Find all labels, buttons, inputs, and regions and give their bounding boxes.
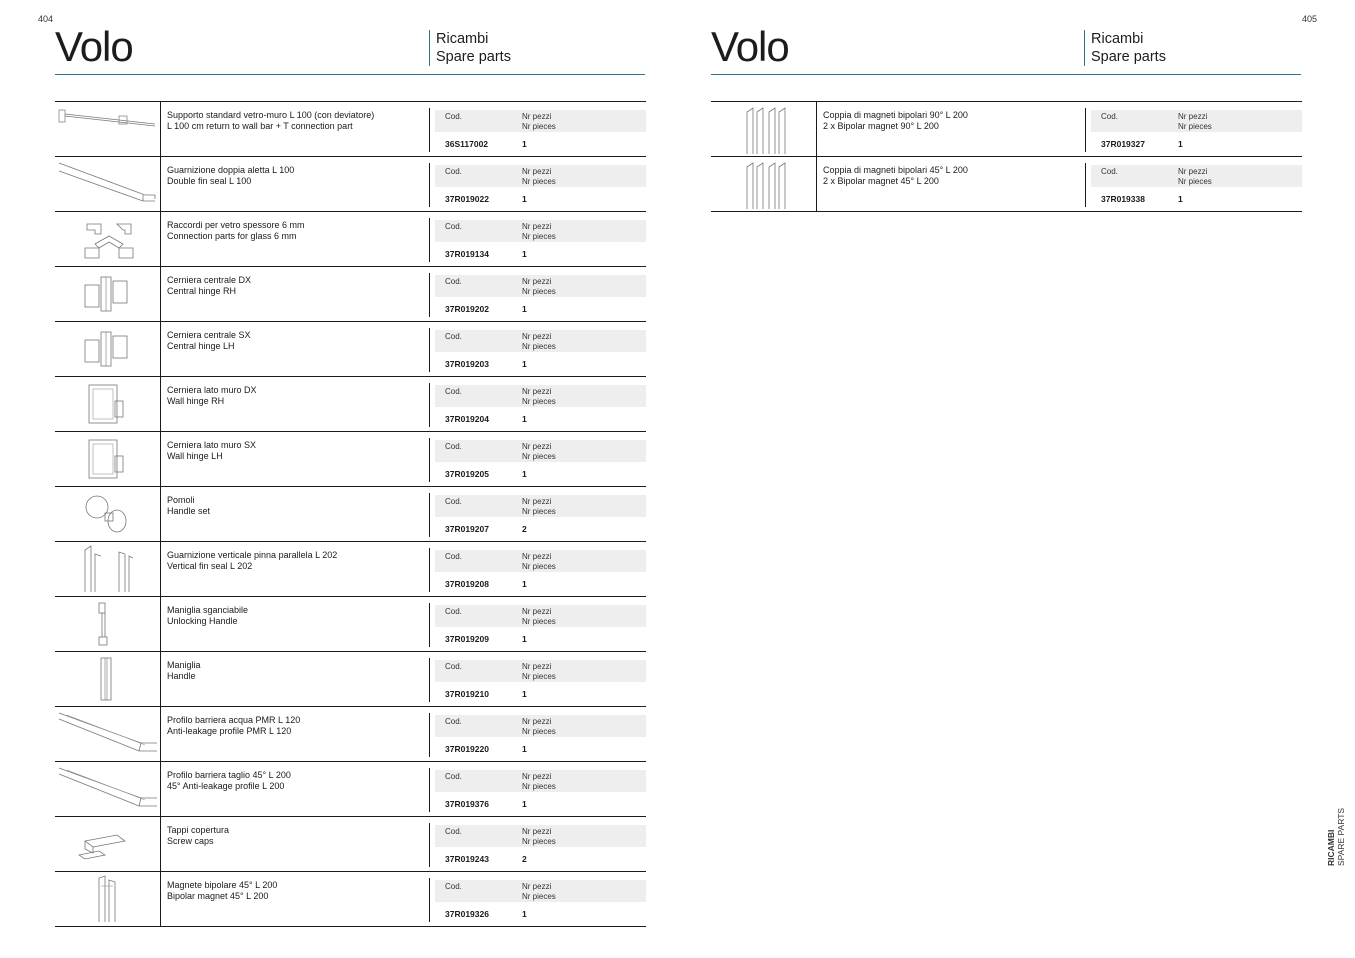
part-image [711, 157, 817, 211]
part-code: 37R019208 [445, 579, 489, 589]
part-quantity: 1 [522, 579, 527, 589]
quantity-label-en: Nr pieces [1178, 122, 1212, 131]
quantity-label-en: Nr pieces [522, 507, 556, 516]
part-code: 37R019134 [445, 249, 489, 259]
part-image [55, 487, 161, 541]
quantity-label-en: Nr pieces [522, 617, 556, 626]
part-name-en: Central hinge RH [167, 286, 237, 296]
section-title-it: Ricambi [1091, 31, 1144, 47]
part-image [55, 872, 161, 926]
column-divider [429, 878, 430, 922]
quantity-label [522, 772, 556, 792]
part-code: 37R019376 [445, 799, 489, 809]
part-name-it: Cerniera centrale DX [167, 275, 252, 285]
part-code: 37R019209 [445, 634, 489, 644]
part-name-it: Supporto standard vetro-muro L 100 (con deviatore) [167, 110, 375, 120]
quantity-label-en: Nr pieces [522, 342, 556, 351]
quantity-label [522, 882, 556, 902]
page-number-left: 404 [38, 14, 54, 24]
column-divider [429, 823, 430, 867]
code-label: Cod. [445, 497, 462, 506]
quantity-label-en: Nr pieces [522, 562, 556, 571]
part-description [167, 715, 425, 737]
part-name-en: 45° Anti-leakage profile L 200 [167, 781, 285, 791]
part-name-it: Profilo barriera acqua PMR L 120 [167, 715, 301, 725]
section-title-en: Spare parts [1091, 49, 1166, 65]
central-hinge-icon [55, 322, 160, 376]
column-divider [429, 328, 430, 372]
part-code: 37R019202 [445, 304, 489, 314]
code-header [435, 165, 646, 187]
quantity-label-it: Nr pezzi [1178, 167, 1208, 176]
part-row [711, 102, 1302, 157]
knob-icon [55, 487, 160, 541]
part-quantity: 1 [522, 909, 527, 919]
profile-bar-icon [55, 707, 160, 761]
part-name-it: Coppia di magneti bipolari 45° L 200 [823, 165, 968, 175]
section-title-en: Spare parts [436, 49, 511, 65]
quantity-label [522, 387, 556, 407]
part-row [55, 817, 646, 872]
spare-parts-table-left [55, 101, 646, 927]
code-label: Cod. [445, 772, 462, 781]
central-hinge-icon [55, 267, 160, 321]
part-row [55, 322, 646, 377]
part-quantity: 1 [522, 744, 527, 754]
part-quantity: 1 [1178, 194, 1183, 204]
part-description [167, 330, 425, 352]
quantity-label-it: Nr pezzi [522, 222, 552, 231]
quantity-label-en: Nr pieces [522, 837, 556, 846]
section-title-it: Ricambi [436, 31, 489, 47]
quantity-label [522, 827, 556, 847]
code-label: Cod. [445, 442, 462, 451]
quantity-label-it: Nr pezzi [1178, 112, 1208, 121]
part-image [55, 157, 161, 211]
quantity-label [522, 277, 556, 297]
part-code: 37R019338 [1101, 194, 1145, 204]
code-header [435, 440, 646, 462]
part-name-en: Unlocking Handle [167, 616, 238, 626]
part-name-it: Maniglia sganciabile [167, 605, 249, 615]
code-label: Cod. [445, 882, 462, 891]
quantity-label [522, 497, 556, 517]
wall-bar-icon [55, 102, 160, 156]
quantity-label-en: Nr pieces [522, 727, 556, 736]
part-name-it: Profilo barriera taglio 45° L 200 [167, 770, 291, 780]
code-header [435, 715, 646, 737]
column-divider [429, 273, 430, 317]
part-name-en: Wall hinge LH [167, 451, 223, 461]
side-tab [1326, 806, 1350, 866]
part-name-en: Handle set [167, 506, 211, 516]
quantity-label [522, 442, 556, 462]
code-header [435, 660, 646, 682]
quantity-label-en: Nr pieces [522, 892, 556, 901]
part-name-en: Wall hinge RH [167, 396, 225, 406]
column-divider [429, 493, 430, 537]
side-tab-en: SPARE PARTS [1336, 807, 1346, 866]
quantity-label-it: Nr pezzi [522, 662, 552, 671]
part-quantity: 1 [522, 469, 527, 479]
part-code: 37R019204 [445, 414, 489, 424]
part-description [167, 770, 425, 792]
column-divider [1085, 163, 1086, 207]
quantity-label-it: Nr pezzi [522, 332, 552, 341]
vertical-seal-icon [55, 542, 160, 596]
quantity-label [522, 552, 556, 572]
part-name-en: 2 x Bipolar magnet 90° L 200 [823, 121, 939, 131]
quantity-label-it: Nr pezzi [522, 442, 552, 451]
code-header [435, 880, 646, 902]
code-header [435, 605, 646, 627]
part-quantity: 1 [522, 689, 527, 699]
quantity-label-it: Nr pezzi [522, 552, 552, 561]
part-description [167, 880, 425, 902]
part-row [55, 212, 646, 267]
part-code: 37R019243 [445, 854, 489, 864]
column-divider [429, 383, 430, 427]
quantity-label-it: Nr pezzi [522, 277, 552, 286]
code-label: Cod. [445, 112, 462, 121]
column-divider [429, 163, 430, 207]
page-header-right [711, 22, 1301, 75]
part-name-it: Magnete bipolare 45° L 200 [167, 880, 278, 890]
quantity-label-en: Nr pieces [522, 287, 556, 296]
part-name-it: Cerniera lato muro DX [167, 385, 257, 395]
quantity-label-it: Nr pezzi [522, 387, 552, 396]
part-description [823, 110, 1081, 132]
part-quantity: 1 [522, 414, 527, 424]
side-tab-it: RICAMBI [1326, 829, 1336, 866]
part-name-en: L 100 cm return to wall bar + T connection part [167, 121, 353, 131]
column-divider [429, 603, 430, 647]
bipolar-magnet-icon [55, 872, 160, 926]
part-description [823, 165, 1081, 187]
part-description [167, 385, 425, 407]
part-row [55, 872, 646, 927]
quantity-label-it: Nr pezzi [522, 717, 552, 726]
part-name-it: Cerniera lato muro SX [167, 440, 257, 450]
code-header [435, 550, 646, 572]
part-description [167, 605, 425, 627]
part-code: 37R019220 [445, 744, 489, 754]
part-name-it: Pomoli [167, 495, 195, 505]
part-image [55, 597, 161, 651]
part-name-it: Guarnizione doppia aletta L 100 [167, 165, 295, 175]
code-header [435, 385, 646, 407]
part-row [55, 652, 646, 707]
quantity-label-it: Nr pezzi [522, 607, 552, 616]
part-row [55, 432, 646, 487]
code-header [435, 220, 646, 242]
quantity-label [522, 167, 556, 187]
quantity-label-it: Nr pezzi [522, 167, 552, 176]
part-row [55, 542, 646, 597]
part-name-it: Raccordi per vetro spessore 6 mm [167, 220, 305, 230]
part-code: 37R019205 [445, 469, 489, 479]
quantity-label-en: Nr pieces [522, 177, 556, 186]
code-header [1091, 110, 1302, 132]
code-label: Cod. [445, 662, 462, 671]
code-label: Cod. [1101, 112, 1118, 121]
magnet-pair-icon [711, 157, 816, 211]
brand-title: Volo [55, 23, 133, 70]
part-quantity: 1 [522, 139, 527, 149]
part-quantity: 1 [522, 359, 527, 369]
column-divider [429, 108, 430, 152]
part-name-en: Bipolar magnet 45° L 200 [167, 891, 269, 901]
part-quantity: 1 [1178, 139, 1183, 149]
code-header [435, 330, 646, 352]
code-label: Cod. [445, 827, 462, 836]
part-description [167, 495, 425, 517]
part-name-en: Connection parts for glass 6 mm [167, 231, 297, 241]
part-name-it: Maniglia [167, 660, 201, 670]
part-description [167, 220, 425, 242]
fin-seal-icon [55, 157, 160, 211]
code-label: Cod. [445, 167, 462, 176]
part-row [55, 157, 646, 212]
part-name-en: 2 x Bipolar magnet 45° L 200 [823, 176, 939, 186]
column-divider [1085, 108, 1086, 152]
part-name-en: Central hinge LH [167, 341, 235, 351]
code-label: Cod. [445, 277, 462, 286]
connection-parts-icon [55, 212, 160, 266]
quantity-label [522, 332, 556, 352]
part-code: 37R019327 [1101, 139, 1145, 149]
quantity-label-en: Nr pieces [522, 397, 556, 406]
quantity-label-en: Nr pieces [1178, 177, 1212, 186]
part-description [167, 660, 425, 682]
code-label: Cod. [445, 607, 462, 616]
brand-title: Volo [711, 23, 789, 70]
part-description [167, 165, 425, 187]
quantity-label [522, 607, 556, 627]
part-description [167, 275, 425, 297]
quantity-label [522, 222, 556, 242]
part-image [55, 542, 161, 596]
code-label: Cod. [445, 222, 462, 231]
part-row [55, 102, 646, 157]
spare-parts-table-right [711, 101, 1302, 212]
part-image [55, 817, 161, 871]
part-quantity: 1 [522, 304, 527, 314]
column-divider [429, 768, 430, 812]
part-name-en: Handle [167, 671, 196, 681]
part-row [55, 707, 646, 762]
part-name-en: Anti-leakage profile PMR L 120 [167, 726, 292, 736]
page-number-right: 405 [1302, 14, 1318, 24]
code-label: Cod. [445, 552, 462, 561]
profile-bar-icon [55, 762, 160, 816]
column-divider [429, 438, 430, 482]
wall-hinge-icon [55, 432, 160, 486]
part-name-en: Vertical fin seal L 202 [167, 561, 253, 571]
part-row [55, 487, 646, 542]
part-image [55, 377, 161, 431]
part-name-it: Guarnizione verticale pinna parallela L 202 [167, 550, 338, 560]
part-name-it: Coppia di magneti bipolari 90° L 200 [823, 110, 968, 120]
wall-hinge-icon [55, 377, 160, 431]
code-header [435, 495, 646, 517]
code-label: Cod. [1101, 167, 1118, 176]
part-code: 37R019203 [445, 359, 489, 369]
quantity-label-en: Nr pieces [522, 232, 556, 241]
part-row [711, 157, 1302, 212]
section-title [429, 30, 511, 66]
column-divider [429, 218, 430, 262]
column-divider [429, 548, 430, 592]
code-label: Cod. [445, 717, 462, 726]
part-name-en: Double fin seal L 100 [167, 176, 252, 186]
quantity-label-en: Nr pieces [522, 782, 556, 791]
handle-icon [55, 652, 160, 706]
part-image [55, 652, 161, 706]
part-code: 37R019210 [445, 689, 489, 699]
part-image [55, 212, 161, 266]
quantity-label [1178, 112, 1212, 132]
part-quantity: 2 [522, 524, 527, 534]
code-header [435, 825, 646, 847]
part-description [167, 825, 425, 847]
part-row [55, 762, 646, 817]
quantity-label-it: Nr pezzi [522, 112, 552, 121]
quantity-label-en: Nr pieces [522, 672, 556, 681]
part-image [711, 102, 817, 156]
part-row [55, 267, 646, 322]
part-image [55, 267, 161, 321]
quantity-label-it: Nr pezzi [522, 772, 552, 781]
part-quantity: 1 [522, 634, 527, 644]
code-header [1091, 165, 1302, 187]
part-image [55, 322, 161, 376]
part-row [55, 597, 646, 652]
part-code: 37R019326 [445, 909, 489, 919]
quantity-label-en: Nr pieces [522, 452, 556, 461]
part-name-en: Screw caps [167, 836, 214, 846]
section-title [1084, 30, 1166, 66]
quantity-label [522, 717, 556, 737]
part-image [55, 762, 161, 816]
part-description [167, 440, 425, 462]
code-label: Cod. [445, 332, 462, 341]
screw-caps-icon [55, 817, 160, 871]
part-code: 36S117002 [445, 139, 489, 149]
code-label: Cod. [445, 387, 462, 396]
column-divider [429, 658, 430, 702]
part-name-it: Tappi copertura [167, 825, 230, 835]
part-quantity: 1 [522, 194, 527, 204]
part-image [55, 102, 161, 156]
part-quantity: 2 [522, 854, 527, 864]
part-description [167, 550, 425, 572]
magnet-pair-icon [711, 102, 816, 156]
part-quantity: 1 [522, 799, 527, 809]
quantity-label [1178, 167, 1212, 187]
part-description [167, 110, 425, 132]
part-row [55, 377, 646, 432]
part-code: 37R019207 [445, 524, 489, 534]
code-header [435, 770, 646, 792]
quantity-label [522, 112, 556, 132]
quantity-label-it: Nr pezzi [522, 497, 552, 506]
quantity-label-en: Nr pieces [522, 122, 556, 131]
code-header [435, 275, 646, 297]
quantity-label-it: Nr pezzi [522, 882, 552, 891]
code-header [435, 110, 646, 132]
part-image [55, 707, 161, 761]
page-header-left [55, 22, 645, 75]
column-divider [429, 713, 430, 757]
part-image [55, 432, 161, 486]
part-name-it: Cerniera centrale SX [167, 330, 251, 340]
unlocking-handle-icon [55, 597, 160, 651]
quantity-label-it: Nr pezzi [522, 827, 552, 836]
part-quantity: 1 [522, 249, 527, 259]
quantity-label [522, 662, 556, 682]
part-code: 37R019022 [445, 194, 489, 204]
